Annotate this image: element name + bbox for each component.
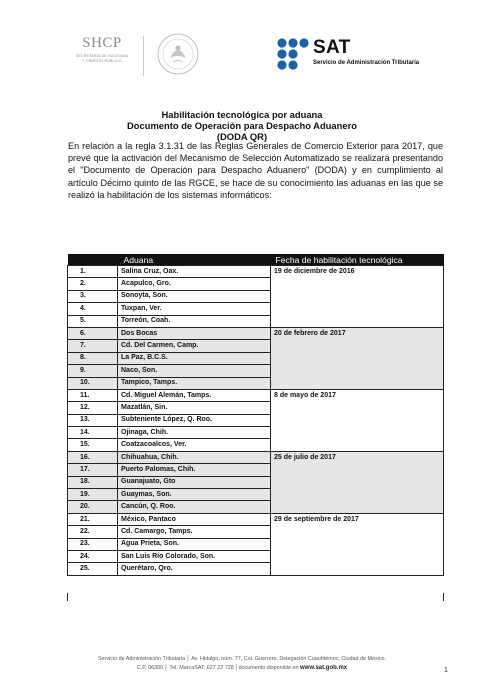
aduanas-table <box>67 254 444 576</box>
table-row <box>68 513 444 525</box>
aduana-name: Chihuahua, Chih. <box>118 451 271 463</box>
title-line-2: Documento de Operación para Despacho Aduanero <box>127 120 357 131</box>
row-number: 14. <box>68 427 118 439</box>
aduana-name: Acapulco, Gro. <box>118 278 271 290</box>
row-number: 18. <box>68 476 118 488</box>
row-number: 11. <box>68 389 118 401</box>
row-number: 3. <box>68 290 118 302</box>
row-number: 16. <box>68 451 118 463</box>
row-number: 23. <box>68 538 118 550</box>
aduana-name: Subteniente López, Q. Roo. <box>118 414 271 426</box>
title-line-1: Habilitación tecnológica por aduana <box>161 109 323 120</box>
table-row <box>68 327 444 339</box>
aduana-name: Cancún, Q. Roo. <box>118 501 271 513</box>
footer-address: Servicio de Administración Tributaria │ Av. Hidalgo, núm. 77, Col. Guerrero, Delegación Cuauhtémoc, Ciudad de México, <box>97 656 387 662</box>
national-seal-icon <box>156 32 200 78</box>
shcp-logo-subtitle-2: Y CRÉDITO PÚBLICO <box>82 58 122 63</box>
aduana-name: Naco, Son. <box>118 365 271 377</box>
table-header-row <box>68 254 444 266</box>
page-number: 1 <box>444 667 448 674</box>
intro-paragraph: En relación a la regla 3.1.31 de las Reglas Generales de Comercio Exterior para 2017, que prevé que la activación del Mecanismo de Selección Automatizado se realizará presentando el "Documento de Operación para Despacho Aduanero" (DODA) y en cumplimiento al artículo Décimo quinto de las RGCE, se hace de su conocimiento las aduanas en las que se realizó la habilitación de los sistemas informáticos: <box>68 141 443 200</box>
row-number: 22. <box>68 526 118 538</box>
column-header-aduana: Aduana <box>68 254 271 266</box>
table-row <box>68 451 444 463</box>
aduana-name: Salina Cruz, Oax. <box>118 266 271 278</box>
document-title <box>60 109 424 142</box>
column-header-fecha: Fecha de habilitación tecnológica <box>271 254 444 266</box>
aduana-name: Ojinaga, Chih. <box>118 427 271 439</box>
header-divider <box>143 36 144 76</box>
aduana-name: Querétaro, Qro. <box>118 563 271 575</box>
row-number: 21. <box>68 513 118 525</box>
row-number: 4. <box>68 303 118 315</box>
footer-contact <box>30 664 454 673</box>
title-line-3: (DODA QR) <box>216 131 268 142</box>
aduana-name: Guanajuato, Gto <box>118 476 271 488</box>
aduana-name: Cd. Del Carmen, Camp. <box>118 340 271 352</box>
aduana-name: Mazatlán, Sin. <box>118 402 271 414</box>
aduana-name: Coatzacoalcos, Ver. <box>118 439 271 451</box>
row-number: 20. <box>68 501 118 513</box>
row-number: 24. <box>68 550 118 562</box>
aduana-name: Puerto Palomas, Chih. <box>118 464 271 476</box>
habilitation-date: 20 de febrero de 2017 <box>271 327 444 389</box>
page-footer <box>30 655 454 672</box>
row-number: 10. <box>68 377 118 389</box>
aduana-name: Guaymas, Son. <box>118 489 271 501</box>
shcp-logo-text: SHCP <box>82 35 122 51</box>
sat-logo-subtitle: Servicio de Administración Tributaria <box>313 60 420 66</box>
row-number: 12. <box>68 402 118 414</box>
habilitation-date: 8 de mayo de 2017 <box>271 389 444 451</box>
aduana-name: Cd. Miguel Alemán, Tamps. <box>118 389 271 401</box>
row-number: 7. <box>68 340 118 352</box>
row-number: 25. <box>68 563 118 575</box>
aduana-name: Sonoyta, Son. <box>118 290 271 302</box>
sat-logo-icon <box>276 37 310 71</box>
row-number: 8. <box>68 352 118 364</box>
aduana-name: Tuxpan, Ver. <box>118 303 271 315</box>
row-number: 13. <box>68 414 118 426</box>
aduana-name: Torreón, Coah. <box>118 315 271 327</box>
table-border-left <box>67 593 68 601</box>
table-border-right <box>443 593 444 601</box>
table-row <box>68 389 444 401</box>
aduana-name: México, Pantaco <box>118 513 271 525</box>
shcp-logo-subtitle-1: SECRETARÍA DE HACIENDA <box>75 54 129 58</box>
table-row <box>68 266 444 278</box>
aduana-name: Tampico, Tamps. <box>118 377 271 389</box>
footer-contact-text: C.P. 06300 │ Tel. MarcaSAT: 627 22 728 │documento disponible en <box>136 664 299 671</box>
aduana-name: Cd. Camargo, Tamps. <box>118 526 271 538</box>
row-number: 15. <box>68 439 118 451</box>
row-number: 6. <box>68 327 118 339</box>
row-number: 9. <box>68 365 118 377</box>
aduana-name: Dos Bocas <box>118 327 271 339</box>
row-number: 1. <box>68 266 118 278</box>
aduana-name: La Paz, B.C.S. <box>118 352 271 364</box>
row-number: 5. <box>68 315 118 327</box>
aduana-name: San Luis Río Colorado, Son. <box>118 550 271 562</box>
row-number: 2. <box>68 278 118 290</box>
habilitation-date: 29 de septiembre de 2017 <box>271 513 444 575</box>
shcp-logo <box>72 36 132 63</box>
sat-logo-text: SAT <box>313 37 351 58</box>
row-number: 19. <box>68 489 118 501</box>
aduana-name: Agua Prieta, Son. <box>118 538 271 550</box>
footer-website-link[interactable]: www.sat.gob.mx <box>300 664 348 671</box>
habilitation-date: 19 de diciembre de 2016 <box>271 266 444 328</box>
row-number: 17. <box>68 464 118 476</box>
habilitation-date: 25 de julio de 2017 <box>271 451 444 513</box>
